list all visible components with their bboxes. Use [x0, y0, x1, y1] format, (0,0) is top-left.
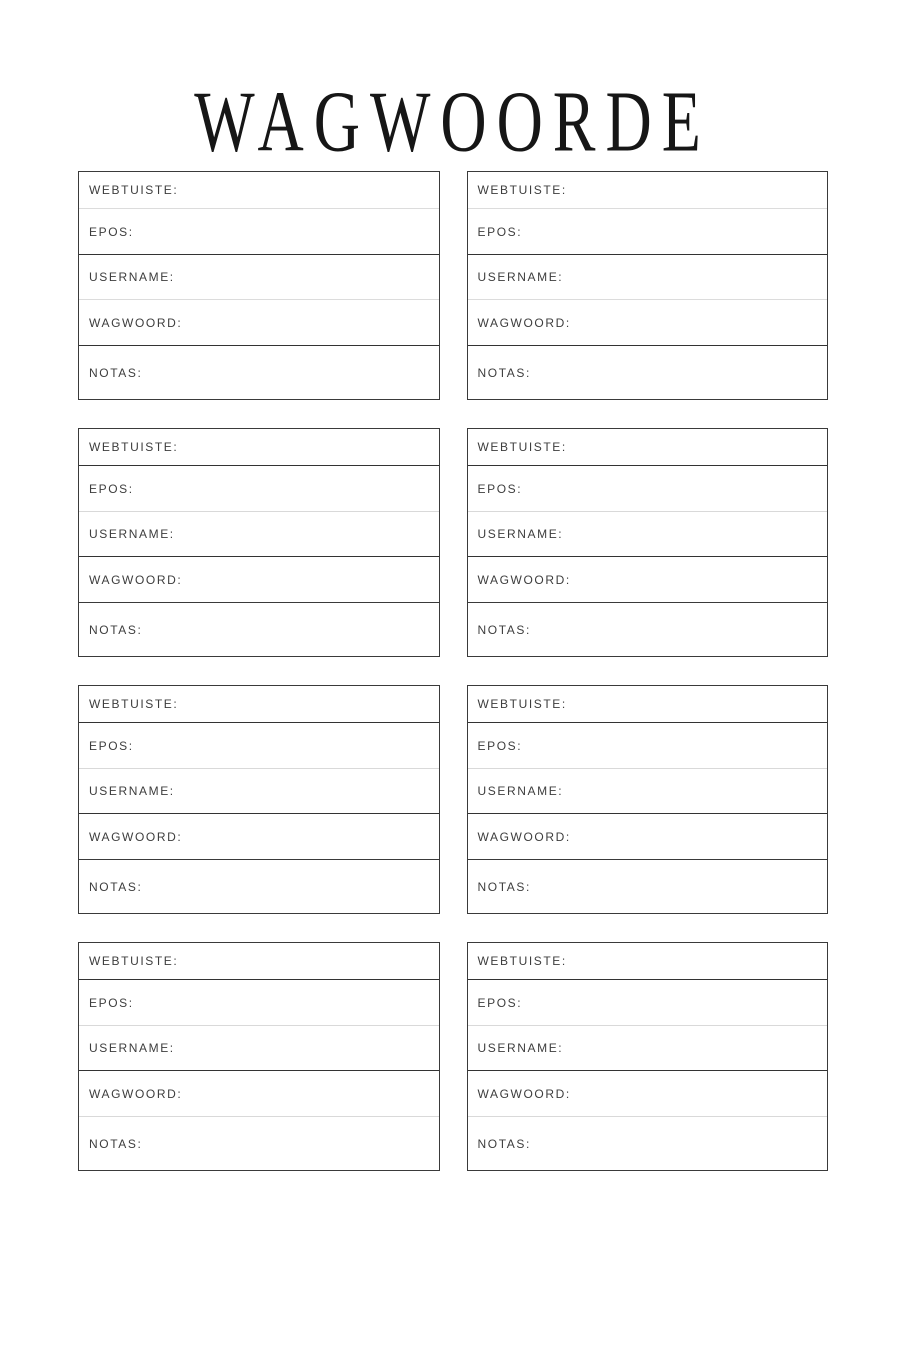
field-username — [468, 255, 828, 300]
field-epos — [79, 466, 439, 512]
field-label: NOTAS: — [89, 365, 143, 380]
password-card-1 — [78, 171, 440, 400]
write-in-area — [175, 1026, 439, 1070]
write-in-area — [178, 943, 438, 979]
field-label: WEBTUISTE: — [477, 183, 567, 197]
field-label: EPOS: — [89, 224, 134, 239]
field-epos — [468, 466, 828, 512]
field-label: NOTAS: — [477, 879, 531, 894]
cards-grid — [78, 171, 828, 1171]
write-in-area — [563, 255, 827, 299]
field-label: WAGWOORD: — [477, 1086, 571, 1101]
password-card-8 — [467, 942, 829, 1171]
field-notas — [468, 346, 828, 399]
field-wagwoord — [79, 814, 439, 860]
write-in-area — [531, 860, 827, 913]
field-notas — [468, 603, 828, 656]
write-in-area — [142, 860, 438, 913]
field-username — [79, 255, 439, 300]
field-wagwoord — [468, 1071, 828, 1117]
field-label: USERNAME: — [89, 527, 175, 541]
field-webtuiste — [79, 686, 439, 723]
field-label: NOTAS: — [477, 622, 531, 637]
field-notas — [79, 346, 439, 399]
field-label: EPOS: — [477, 224, 523, 239]
write-in-area — [134, 209, 439, 254]
field-label: EPOS: — [477, 995, 523, 1010]
write-in-area — [522, 466, 827, 511]
field-label: WAGWOORD: — [477, 572, 571, 587]
field-notas — [79, 1117, 439, 1170]
write-in-area — [134, 723, 439, 768]
write-in-area — [182, 814, 438, 859]
password-card-2 — [467, 171, 829, 400]
field-notas — [79, 603, 439, 656]
write-in-area — [182, 557, 438, 602]
write-in-area — [175, 255, 439, 299]
field-label: USERNAME: — [89, 1041, 175, 1055]
field-label: WEBTUISTE: — [89, 183, 179, 197]
field-label: WAGWOORD: — [89, 572, 183, 587]
field-username — [468, 512, 828, 557]
write-in-area — [142, 603, 438, 656]
write-in-area — [134, 980, 439, 1025]
field-wagwoord — [468, 300, 828, 346]
field-label: WAGWOORD: — [89, 1086, 183, 1101]
password-organizer-page — [0, 72, 905, 1358]
write-in-area — [567, 686, 827, 722]
field-epos — [468, 980, 828, 1026]
field-label: WAGWOORD: — [477, 315, 571, 330]
write-in-area — [178, 429, 438, 465]
field-username — [468, 1026, 828, 1071]
field-username — [468, 769, 828, 814]
write-in-area — [531, 1117, 827, 1170]
write-in-area — [178, 686, 438, 722]
field-label: USERNAME: — [89, 270, 175, 284]
password-card-6 — [467, 685, 829, 914]
write-in-area — [571, 557, 827, 602]
write-in-area — [531, 603, 827, 656]
field-wagwoord — [79, 1071, 439, 1117]
write-in-area — [563, 1026, 827, 1070]
field-label: USERNAME: — [89, 784, 175, 798]
field-wagwoord — [79, 300, 439, 346]
write-in-area — [571, 814, 827, 859]
field-username — [79, 769, 439, 814]
write-in-area — [182, 300, 438, 345]
write-in-area — [522, 723, 827, 768]
password-card-5 — [78, 685, 440, 914]
field-label: EPOS: — [89, 738, 134, 753]
field-wagwoord — [468, 814, 828, 860]
field-label: USERNAME: — [477, 270, 564, 284]
write-in-area — [182, 1071, 438, 1116]
field-label: WAGWOORD: — [89, 315, 183, 330]
field-label: USERNAME: — [477, 1041, 564, 1055]
field-username — [79, 1026, 439, 1071]
field-label: WEBTUISTE: — [89, 697, 179, 711]
field-webtuiste — [468, 429, 828, 466]
write-in-area — [571, 1071, 827, 1116]
field-label: WEBTUISTE: — [89, 440, 179, 454]
field-label: WAGWOORD: — [477, 829, 571, 844]
write-in-area — [522, 209, 827, 254]
write-in-area — [563, 769, 827, 813]
field-label: EPOS: — [477, 481, 523, 496]
field-label: NOTAS: — [89, 1136, 143, 1151]
write-in-area — [567, 429, 827, 465]
field-label: WEBTUISTE: — [89, 954, 179, 968]
field-notas — [79, 860, 439, 913]
write-in-area — [175, 512, 439, 556]
field-label: NOTAS: — [477, 1136, 531, 1151]
field-webtuiste — [468, 686, 828, 723]
write-in-area — [563, 512, 827, 556]
password-card-7 — [78, 942, 440, 1171]
write-in-area — [175, 769, 439, 813]
field-label: USERNAME: — [477, 527, 564, 541]
field-epos — [468, 723, 828, 769]
write-in-area — [142, 1117, 438, 1170]
write-in-area — [134, 466, 439, 511]
field-notas — [468, 860, 828, 913]
field-label: USERNAME: — [477, 784, 564, 798]
field-label: NOTAS: — [477, 365, 531, 380]
field-label: NOTAS: — [89, 622, 143, 637]
write-in-area — [522, 980, 827, 1025]
field-label: EPOS: — [89, 481, 134, 496]
field-label: WEBTUISTE: — [477, 954, 567, 968]
field-label: EPOS: — [477, 738, 523, 753]
field-label: WEBTUISTE: — [477, 697, 567, 711]
field-epos — [79, 209, 439, 255]
field-epos — [79, 980, 439, 1026]
field-label: WEBTUISTE: — [477, 440, 567, 454]
write-in-area — [567, 943, 827, 979]
field-wagwoord — [79, 557, 439, 603]
field-epos — [79, 723, 439, 769]
field-label: NOTAS: — [89, 879, 143, 894]
field-label: WAGWOORD: — [89, 829, 183, 844]
password-card-4 — [467, 428, 829, 657]
page-title: WAGWOORDE — [194, 72, 711, 169]
field-username — [79, 512, 439, 557]
field-notas — [468, 1117, 828, 1170]
field-epos — [468, 209, 828, 255]
field-webtuiste — [79, 429, 439, 466]
write-in-area — [531, 346, 827, 399]
write-in-area — [571, 300, 827, 345]
field-wagwoord — [468, 557, 828, 603]
field-label: EPOS: — [89, 995, 134, 1010]
field-webtuiste — [79, 943, 439, 980]
write-in-area — [142, 346, 438, 399]
password-card-3 — [78, 428, 440, 657]
field-webtuiste — [468, 943, 828, 980]
